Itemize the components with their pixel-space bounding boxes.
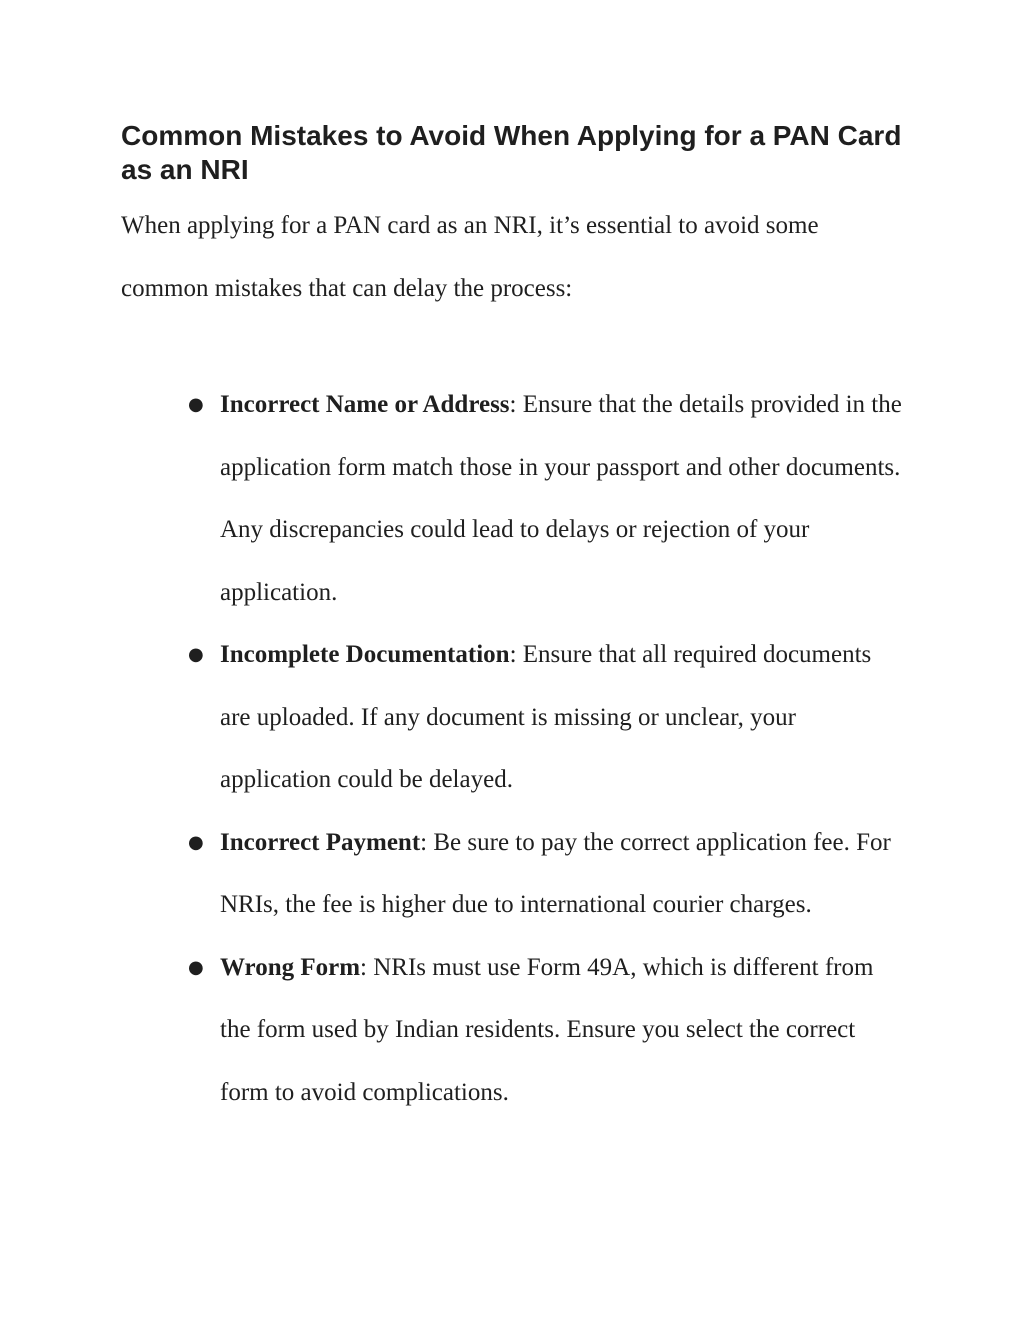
bullet-icon: ● xyxy=(188,644,204,665)
mistake-description: Ensure that all required documents are uploaded. If any document is missing or unclear, your application could be delayed. xyxy=(220,641,872,793)
mistake-term: Incomplete Documentation xyxy=(220,641,510,668)
mistake-description: NRIs must use Form 49A, which is different from the form used by Indian residents. Ensure you select the correct form to avoid complications. xyxy=(220,953,874,1106)
term-separator: : xyxy=(509,391,517,418)
term-separator: : xyxy=(360,953,367,981)
mistake-description: Be sure to pay the correct application fee. For NRIs, the fee is higher due to international courier charges. xyxy=(220,828,891,918)
bullet-icon: ● xyxy=(188,831,204,853)
term-separator: : xyxy=(509,641,517,668)
bullet-icon: ● xyxy=(188,394,204,415)
mistake-term: Incorrect Name or Address xyxy=(220,391,510,418)
intro-paragraph: When applying for a PAN card as an NRI, it’s essential to avoid some common mistakes that can delay the process: xyxy=(121,212,819,302)
list-item xyxy=(0,812,905,937)
mistake-term: Wrong Form xyxy=(220,953,361,981)
list-item xyxy=(0,374,905,624)
list-item xyxy=(0,624,905,812)
mistakes-list xyxy=(0,374,1024,1124)
list-item xyxy=(0,937,905,1125)
mistake-term: Incorrect Payment xyxy=(220,828,421,856)
term-separator: : xyxy=(420,828,428,856)
mistake-description: Ensure that the details provided in the application form match those in your passport and other documents. Any discrepancies could lead to delays or rejection of your application. xyxy=(220,391,902,606)
page-title: Common Mistakes to Avoid When Applying for a PAN Card as an NRI xyxy=(121,120,902,185)
bullet-icon: ● xyxy=(188,956,204,978)
